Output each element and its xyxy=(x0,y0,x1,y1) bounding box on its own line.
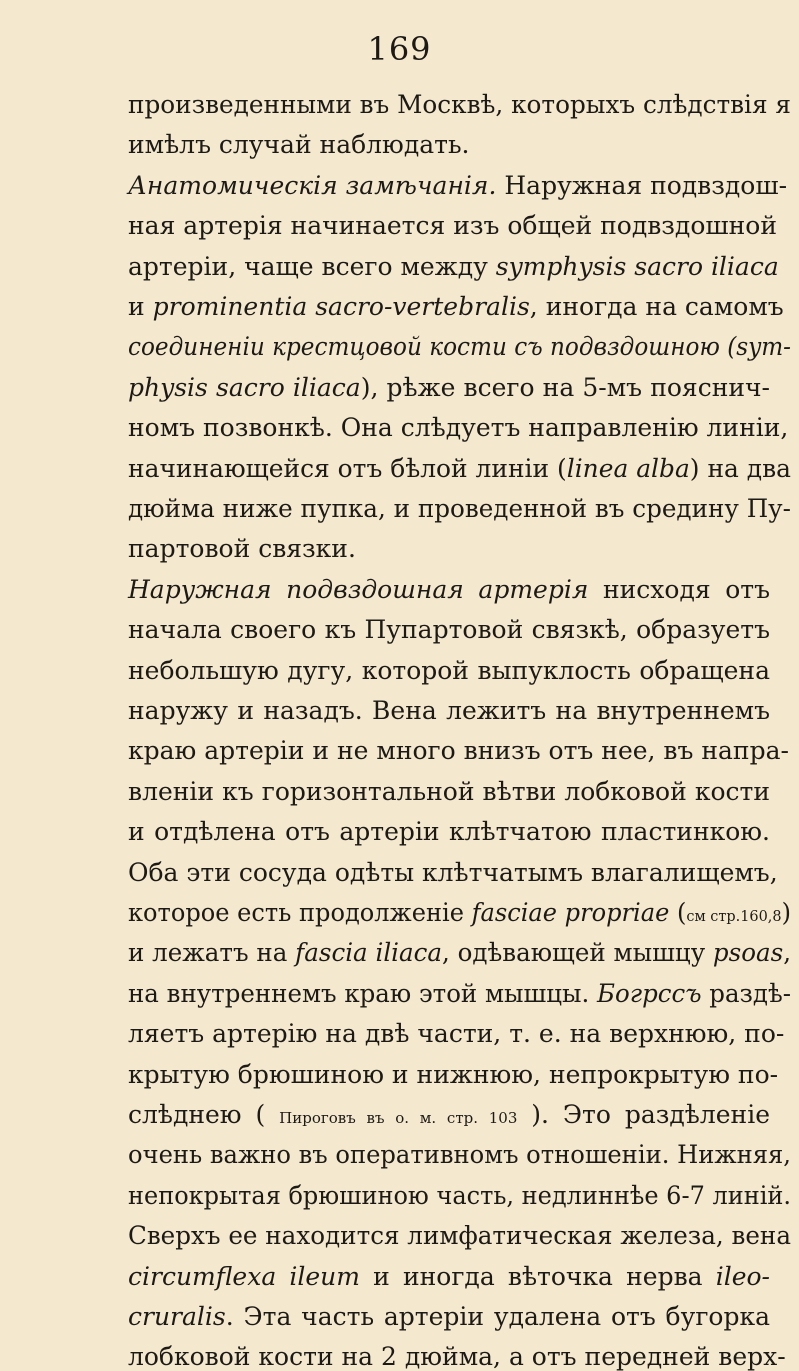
text-line xyxy=(128,1221,791,1251)
text-segment: небольшую дугу, которой выпуклость обращена xyxy=(128,655,770,685)
text-segment: номъ позвонкѣ. Она слѣдуетъ направленію линіи, xyxy=(128,413,789,443)
text-line xyxy=(128,698,770,723)
text-segment: очень важно въ оперативномъ отношеніи. Нижняя, xyxy=(128,1140,791,1170)
text-segment: Оба эти сосуда одѣты клѣтчатымъ влагалищемъ, xyxy=(128,857,778,887)
text-line xyxy=(128,170,788,200)
text-segment: linea alba xyxy=(566,453,690,483)
text-line xyxy=(128,251,779,281)
text-line xyxy=(128,978,791,1008)
text-line xyxy=(128,332,791,362)
text-line xyxy=(128,1102,770,1127)
text-segment: Богрссъ xyxy=(597,978,702,1008)
text-line xyxy=(128,900,791,925)
text-line xyxy=(128,1019,785,1049)
text-line xyxy=(128,1344,786,1369)
text-segment: , иногда на самомъ xyxy=(529,292,784,321)
text-segment: ). Это раздѣленіе xyxy=(517,1100,770,1129)
text-segment: ) xyxy=(781,898,791,927)
text-segment: . Эта часть артеріи удалена отъ бугорка xyxy=(225,1302,770,1331)
text-line xyxy=(128,817,770,847)
text-segment: , xyxy=(783,938,791,968)
text-segment: на внутреннемъ краю этой мышцы. xyxy=(128,978,598,1008)
text-segment: партовой связки. xyxy=(128,534,356,564)
text-segment: раздѣ- xyxy=(701,978,791,1008)
text-segment: ileo- xyxy=(715,1261,770,1291)
text-segment: см стр.160,8 xyxy=(686,907,782,925)
text-line xyxy=(128,938,791,968)
text-segment: нисходя отъ xyxy=(588,574,770,604)
text-line xyxy=(128,496,791,521)
text-line xyxy=(128,655,770,685)
text-line xyxy=(128,1140,791,1170)
text-segment: ная артерія начинается изъ общей подвздошной xyxy=(128,211,777,241)
text-segment: начала своего къ Пупартовой связкѣ, образуетъ xyxy=(128,615,770,645)
text-line xyxy=(128,1304,770,1329)
text-segment: артеріи, чаще всего между xyxy=(128,251,496,281)
text-line xyxy=(128,294,784,319)
text-segment: соединеніи крестцовой кости съ подвздошною (sym- xyxy=(128,332,791,362)
text-segment: и лежатъ на xyxy=(128,938,296,968)
text-segment: и отдѣлена отъ артеріи клѣтчатою пластинкою. xyxy=(128,817,770,847)
text-segment: которое есть продолженіе xyxy=(128,898,472,927)
text-segment: произведенными въ Москвѣ, которыхъ слѣдствія я xyxy=(128,90,791,119)
text-line xyxy=(128,211,777,241)
text-line xyxy=(128,857,778,887)
text-line xyxy=(128,92,791,117)
text-segment: circumflexa ileum xyxy=(128,1261,360,1291)
text-segment: cruralis xyxy=(128,1302,226,1331)
text-segment: и xyxy=(128,292,153,321)
text-segment: вленіи къ горизонтальной вѣтви лобковой кости xyxy=(128,776,770,806)
text-segment: Анатомическія замѣчанія. xyxy=(128,170,497,200)
text-line xyxy=(128,372,770,402)
text-segment: prominentia sacro-vertebralis xyxy=(152,292,530,321)
text-segment: ), рѣже всего на 5-мъ пояснич- xyxy=(360,372,770,402)
text-segment: ) на два xyxy=(689,453,791,483)
text-segment: дюйма ниже пупка, и проведенной въ средину Пу- xyxy=(128,494,791,523)
text-segment: Наружная подвздош- xyxy=(496,170,788,200)
text-segment: начинающейся отъ бѣлой линіи ( xyxy=(128,453,567,483)
page-number: 169 xyxy=(367,30,432,68)
text-segment: непокрытая брюшиною часть, недлиннѣе 6-7 линій. xyxy=(128,1180,791,1210)
text-segment: psoas xyxy=(712,938,784,968)
text-line xyxy=(128,130,470,160)
text-line xyxy=(128,453,791,483)
text-segment: physis sacro iliaca xyxy=(128,372,361,402)
text-segment: Пироговъ въ о. м. стр. 103 xyxy=(279,1109,518,1127)
text-segment: ляетъ артерію на двѣ части, т. е. на верхнюю, по- xyxy=(128,1019,785,1049)
text-line xyxy=(128,534,356,564)
text-segment: Наружная подвздошная артерія xyxy=(128,574,589,604)
text-line xyxy=(128,736,789,766)
text-segment: symphysis sacro iliaca xyxy=(495,251,779,281)
text-segment: fasciae propriae xyxy=(471,898,670,927)
text-line xyxy=(128,615,770,645)
text-line xyxy=(128,574,770,604)
text-segment: наружу и назадъ. Вена лежитъ на внутреннемъ xyxy=(128,696,770,725)
text-line xyxy=(128,1059,779,1089)
text-segment: ( xyxy=(669,898,687,927)
text-segment: fascia iliaca xyxy=(295,938,443,968)
text-line xyxy=(128,776,770,806)
text-line xyxy=(128,1261,770,1291)
text-segment: лобковой кости на 2 дюйма, а отъ передней верх- xyxy=(128,1342,786,1371)
text-segment: краю артеріи и не много внизъ отъ нее, въ напра- xyxy=(128,736,789,766)
text-segment: слѣднею ( xyxy=(128,1100,280,1129)
text-segment: имѣлъ случай наблюдать. xyxy=(128,130,470,160)
text-line xyxy=(128,1180,791,1210)
text-segment: Сверхъ ее находится лимфатическая железа, вена xyxy=(128,1221,791,1251)
text-segment: , одѣвающей мышцу xyxy=(442,938,713,968)
text-line xyxy=(128,413,789,443)
text-segment: и иногда вѣточка нерва xyxy=(359,1261,716,1291)
text-segment: крытую брюшиною и нижнюю, непрокрытую по- xyxy=(128,1059,779,1089)
